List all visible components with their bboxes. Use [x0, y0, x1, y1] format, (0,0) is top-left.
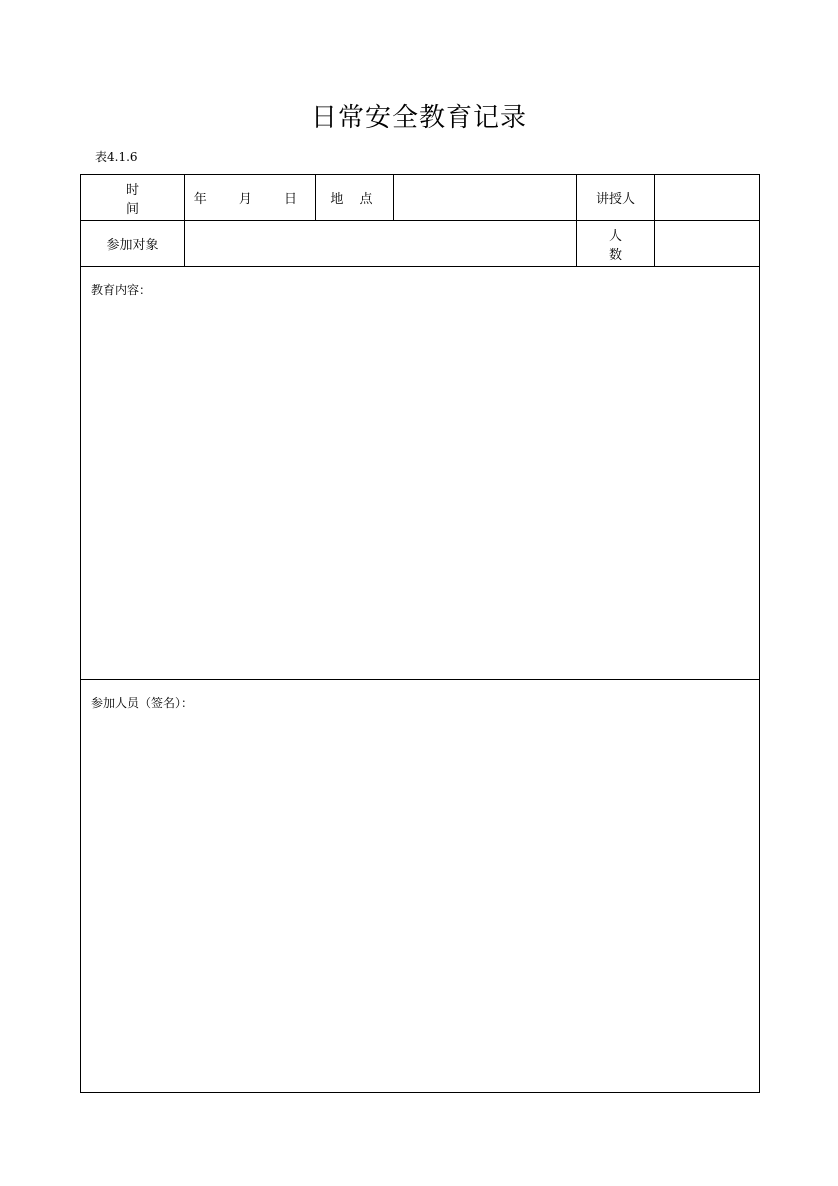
place-field[interactable] [394, 175, 577, 221]
content-row [81, 267, 760, 680]
record-table [80, 174, 760, 1093]
table-row [81, 221, 760, 267]
date-field[interactable]: 年 月 日 [185, 175, 316, 221]
attendees-field[interactable] [81, 680, 760, 1093]
headcount-label: 人 数 [577, 221, 655, 267]
place-label: 地 点 [316, 175, 394, 221]
content-label: 教育内容： [91, 283, 152, 297]
participants-label: 参加对象 [81, 221, 185, 267]
lecturer-field[interactable] [655, 175, 760, 221]
lecturer-label: 讲授人 [577, 175, 655, 221]
headcount-field[interactable] [655, 221, 760, 267]
content-field[interactable] [81, 267, 760, 680]
form-code: 表4.1.6 [95, 150, 138, 164]
participants-field[interactable] [185, 221, 577, 267]
attendees-label: 参加人员（签名）： [91, 696, 194, 710]
time-label: 时 间 [81, 175, 185, 221]
sign-row [81, 680, 760, 1093]
table-row [81, 175, 760, 221]
page-title: 日常安全教育记录 [310, 103, 527, 133]
